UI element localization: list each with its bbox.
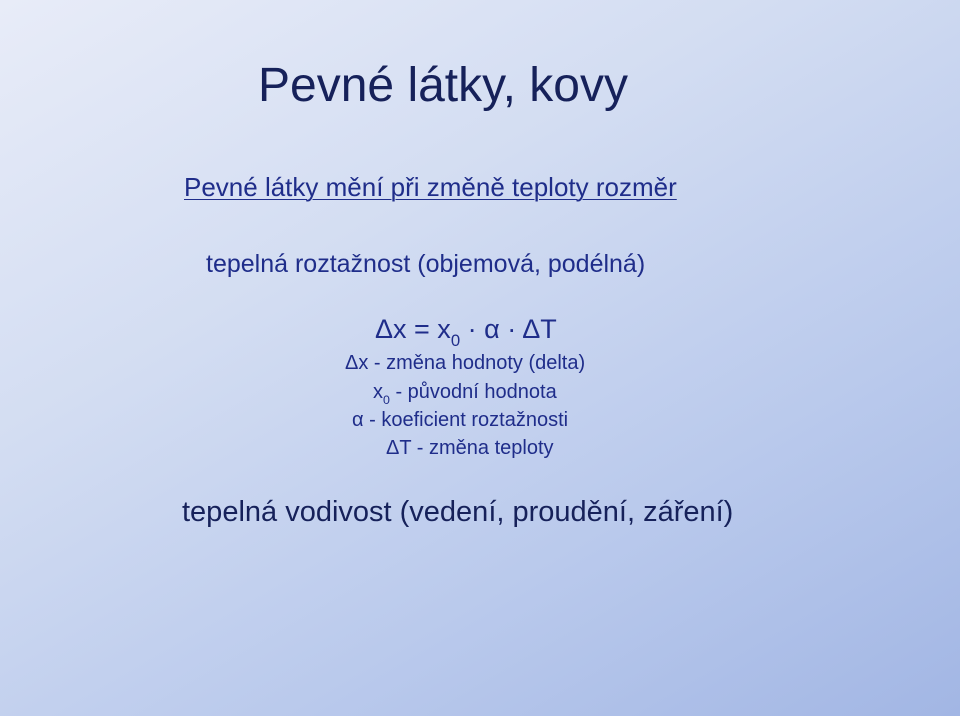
definition-delta-x: Δx - změna hodnoty (delta)	[345, 352, 586, 374]
definition-x0-subscript: 0	[383, 392, 390, 407]
definition-x0	[373, 381, 557, 407]
expansion-formula	[375, 314, 557, 350]
slide-title: Pevné látky, kovy	[258, 59, 628, 112]
formula-rhs: · α · ΔT	[460, 314, 557, 344]
thermal-conductivity-line: tepelná vodivost (vedení, proudění, záření)	[182, 496, 734, 528]
subtitle-link[interactable]: Pevné látky mění při změně teploty rozměr	[184, 172, 677, 202]
thermal-expansion-line: tepelná roztažnost (objemová, podélná)	[206, 250, 646, 278]
definition-delta-t: ΔT - změna teploty	[386, 437, 554, 459]
formula-lhs: Δx = x	[375, 314, 451, 344]
definition-alpha: α - koeficient roztažnosti	[352, 409, 569, 431]
definition-x0-text: - původní hodnota	[389, 381, 557, 403]
definition-x0-base: x	[373, 381, 383, 403]
formula-subscript: 0	[450, 330, 461, 350]
